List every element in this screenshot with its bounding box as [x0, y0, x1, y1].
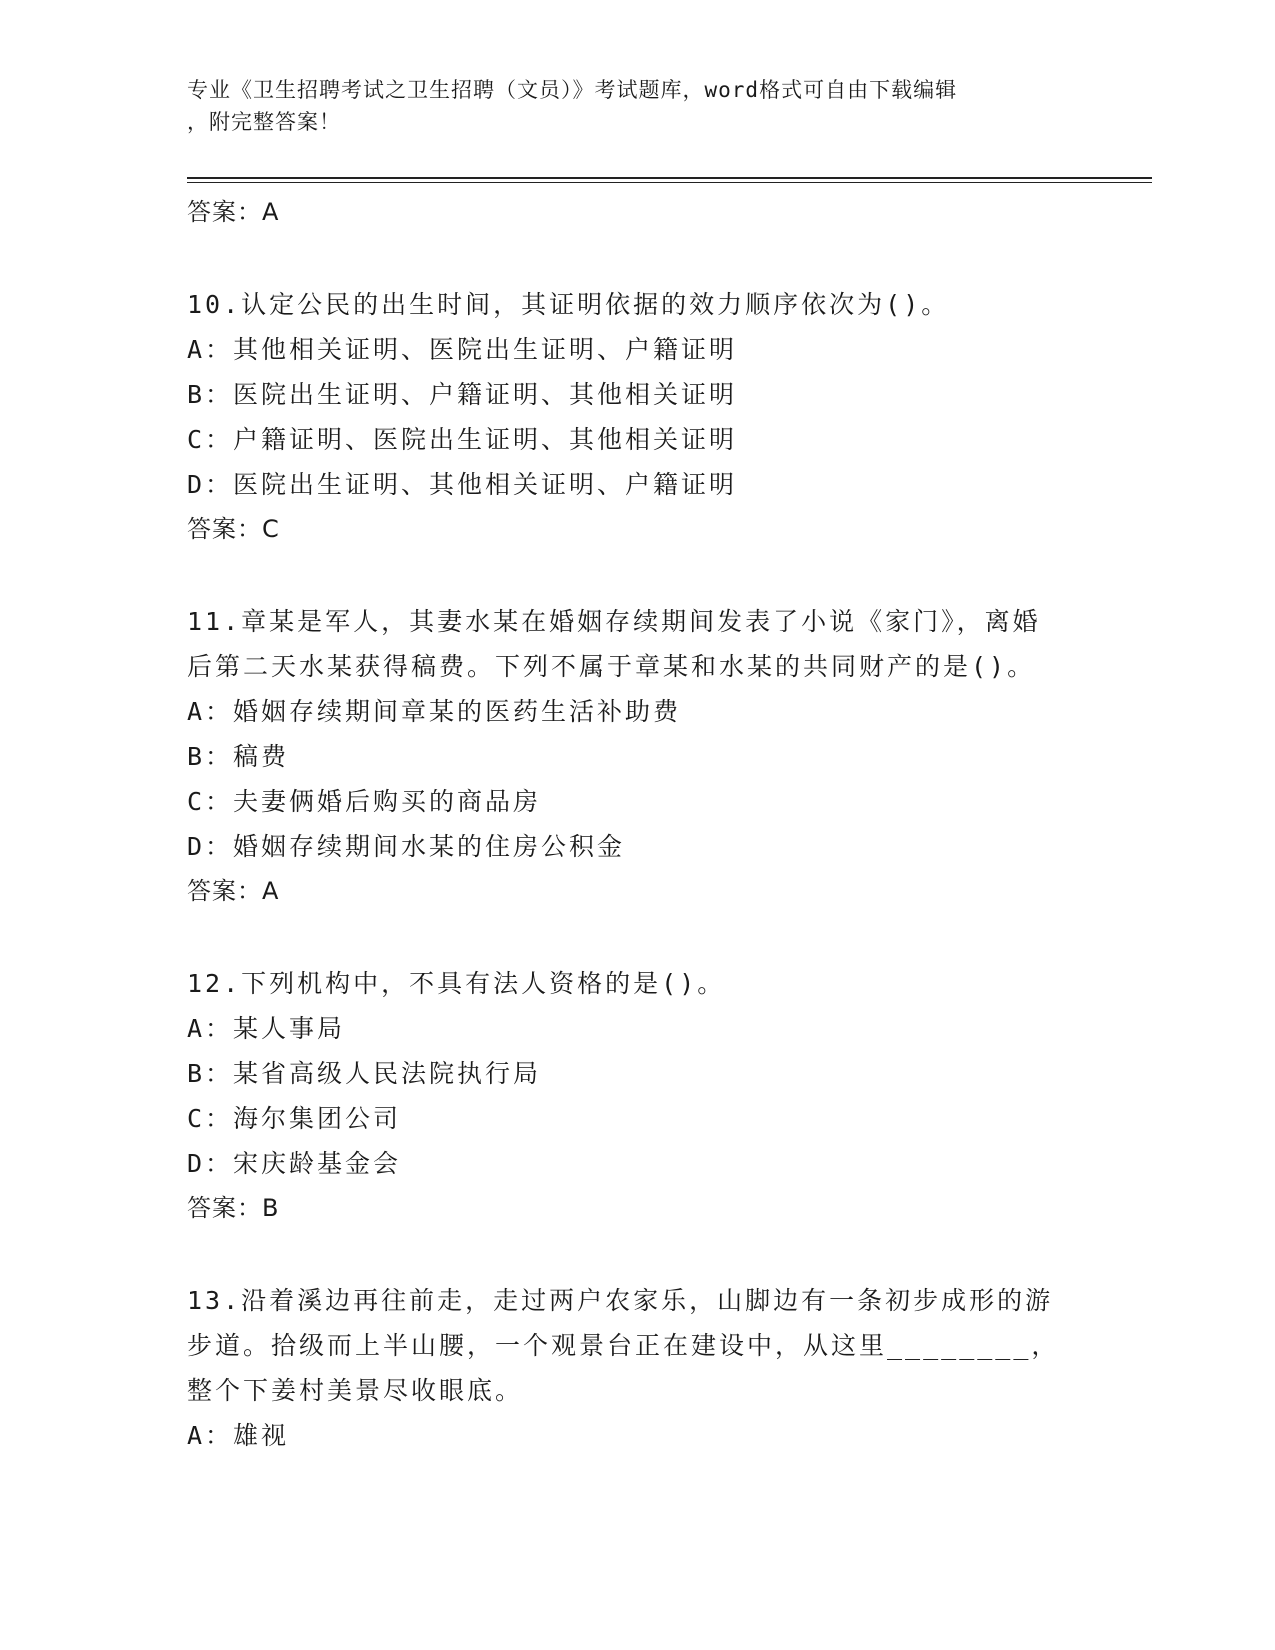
question-13 — [187, 1278, 1087, 1458]
option-d: D：婚姻存续期间水某的住房公积金 — [187, 832, 626, 861]
header-line-2: ，附完整答案！ — [187, 110, 341, 134]
answer-line: 答案：A — [187, 877, 280, 905]
option-d: D：宋庆龄基金会 — [187, 1149, 402, 1178]
spacer — [187, 914, 1087, 961]
option-d: D：医院出生证明、其他相关证明、户籍证明 — [187, 470, 738, 499]
spacer — [187, 1231, 1087, 1278]
spacer — [187, 235, 1087, 282]
option-a: A：某人事局 — [187, 1014, 346, 1043]
header-line-1: 专业《卫生招聘考试之卫生招聘（文员）》考试题库，word格式可自由下载编辑 — [187, 78, 958, 102]
option-b: B：稿费 — [187, 742, 290, 771]
document-header — [187, 74, 1067, 138]
question-stem: 后第二天水某获得稿费。下列不属于章某和水某的共同财产的是()。 — [187, 652, 1036, 681]
question-stem: 13.沿着溪边再往前走，走过两户农家乐，山脚边有一条初步成形的游 — [187, 1286, 1054, 1315]
question-stem: 步道。拾级而上半山腰，一个观景台正在建设中，从这里________， — [187, 1331, 1060, 1360]
question-10 — [187, 282, 1087, 552]
question-stem: 12.下列机构中，不具有法人资格的是()。 — [187, 969, 726, 998]
question-12 — [187, 961, 1087, 1231]
option-a: A：其他相关证明、医院出生证明、户籍证明 — [187, 335, 738, 364]
spacer — [187, 552, 1087, 599]
option-a: A：雄视 — [187, 1421, 290, 1450]
option-b: B：医院出生证明、户籍证明、其他相关证明 — [187, 380, 738, 409]
header-divider-thin — [187, 182, 1152, 183]
question-11 — [187, 599, 1087, 914]
option-c: C：户籍证明、医院出生证明、其他相关证明 — [187, 425, 738, 454]
answer-line: 答案：C — [187, 515, 280, 543]
question-stem: 整个下姜村美景尽收眼底。 — [187, 1376, 524, 1405]
option-b: B：某省高级人民法院执行局 — [187, 1059, 542, 1088]
question-list — [187, 190, 1087, 1458]
answer-line: 答案：B — [187, 1194, 280, 1222]
header-divider-thick — [187, 177, 1152, 179]
option-a: A：婚姻存续期间章某的医药生活补助费 — [187, 697, 682, 726]
question-stem: 10.认定公民的出生时间，其证明依据的效力顺序依次为()。 — [187, 290, 950, 319]
option-c: C：夫妻俩婚后购买的商品房 — [187, 787, 542, 816]
question-stem: 11.章某是军人，其妻水某在婚姻存续期间发表了小说《家门》，离婚 — [187, 607, 1041, 636]
option-c: C：海尔集团公司 — [187, 1104, 402, 1133]
answer-line: 答案：A — [187, 198, 280, 226]
